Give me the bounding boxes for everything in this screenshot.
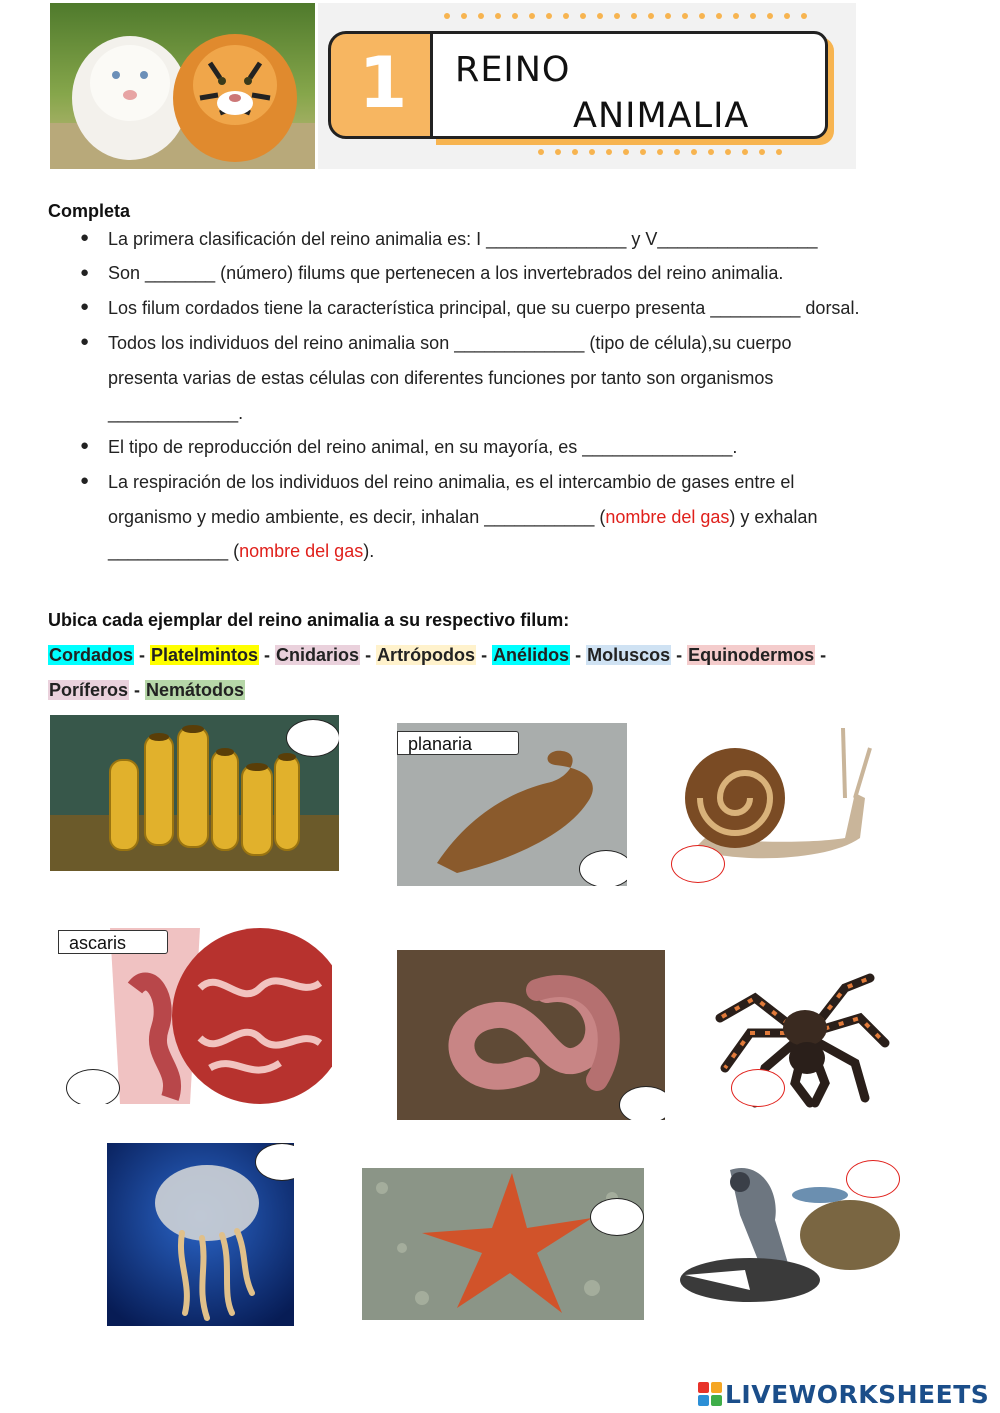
section-number-box xyxy=(328,31,438,139)
question-6-line-1: La respiración de los individuos del reino animalia, es el intercambio de gases entre el xyxy=(108,472,795,492)
filum-poriferos: Poríferos xyxy=(49,680,129,700)
answer-bubble-starfish[interactable] xyxy=(590,1198,644,1236)
tigers-photo xyxy=(50,3,315,169)
bullet: ● xyxy=(80,298,90,315)
answer-bubble-planaria[interactable] xyxy=(579,850,627,886)
question-3: Los filum cordados tiene la característica principal, que su cuerpo presenta _________ dorsal. xyxy=(108,298,860,318)
sponge-photo xyxy=(50,715,339,871)
gas-hint: nombre del gas xyxy=(239,541,364,561)
ascaris-photo xyxy=(50,928,332,1104)
filum-platelmintos: Platelmintos xyxy=(151,645,259,665)
decor-dots-top xyxy=(444,13,807,19)
bullet: ● xyxy=(80,333,90,350)
jellyfish-photo xyxy=(107,1143,294,1326)
planaria-label: planaria xyxy=(397,731,519,755)
starfish-photo xyxy=(362,1168,644,1320)
question-4-line-2: presenta varias de estas células con diferentes funciones por tanto son organismos xyxy=(108,368,774,388)
q6-text: organismo y medio ambiente, es decir, inhalan ___________ ( xyxy=(108,507,606,527)
separator: - xyxy=(259,645,276,665)
separator: - xyxy=(476,645,493,665)
question-2: Son _______ (número) filums que pertenecen a los invertebrados del reino animalia. xyxy=(108,263,784,283)
earthworm-photo xyxy=(397,950,665,1120)
answer-bubble-ascaris[interactable] xyxy=(66,1069,120,1104)
question-5: El tipo de reproducción del reino animal, en su mayoría, es _______________. xyxy=(108,437,738,457)
question-6-line-2 xyxy=(108,500,817,535)
q6-text: ). xyxy=(363,541,375,561)
decor-dots-bottom xyxy=(538,149,782,155)
answer-bubble-sponge[interactable] xyxy=(286,719,339,757)
answer-bubble-vertebrates[interactable] xyxy=(846,1160,900,1198)
filum-cnidarios: Cnidarios xyxy=(276,645,360,665)
separator: - xyxy=(570,645,587,665)
question-4-line-3: _____________. xyxy=(108,403,244,423)
title-banner xyxy=(318,3,856,169)
section2-heading: Ubica cada ejemplar del reino animalia a su respectivo filum: xyxy=(48,610,570,630)
vertebrates-photo xyxy=(670,1160,902,1325)
section1-heading: Completa xyxy=(48,201,131,221)
separator: - xyxy=(671,645,688,665)
filum-nematodos: Nemátodos xyxy=(146,680,245,700)
title-line-1: REINO xyxy=(455,50,571,90)
answer-bubble-snail[interactable] xyxy=(671,845,725,883)
q6-text: ) y exhalan xyxy=(729,507,818,527)
separator: - xyxy=(134,645,151,665)
separator: - xyxy=(129,680,146,700)
planaria-photo xyxy=(397,723,627,886)
separator: - xyxy=(815,645,827,665)
answer-bubble-earthworm[interactable] xyxy=(619,1086,665,1120)
bullet: ● xyxy=(80,264,90,281)
snail-photo xyxy=(665,718,875,883)
question-1: La primera clasificación del reino animalia es: I ______________ y V________________ xyxy=(108,229,818,249)
filum-artropodos: Artrópodos xyxy=(377,645,476,665)
filum-cordados: Cordados xyxy=(49,645,134,665)
bullet: ● xyxy=(80,229,90,246)
brand-text: LIVEWORKSHEETS xyxy=(725,1379,990,1409)
bullet: ● xyxy=(80,472,90,489)
filum-list-line-1 xyxy=(48,638,826,673)
filum-anelidos: Anélidos xyxy=(493,645,570,665)
filum-equinodermos: Equinodermos xyxy=(688,645,815,665)
title-line-2: ANIMALIA xyxy=(573,96,750,136)
question-4-line-1: Todos los individuos del reino animalia son _____________ (tipo de célula),su cuerpo xyxy=(108,333,792,353)
question-6-line-3 xyxy=(108,534,374,569)
section-number: 1 xyxy=(358,42,408,124)
filum-list-line-2 xyxy=(48,673,245,708)
liveworksheets-brand xyxy=(698,1378,989,1410)
liveworksheets-logo-icon xyxy=(698,1382,722,1406)
gas-hint: nombre del gas xyxy=(605,507,730,527)
ascaris-label: ascaris xyxy=(58,930,168,954)
answer-bubble-spider[interactable] xyxy=(731,1069,785,1107)
filum-moluscos: Moluscos xyxy=(587,645,671,665)
separator: - xyxy=(360,645,377,665)
title-box xyxy=(430,31,828,139)
spider-photo xyxy=(715,958,890,1108)
bullet: ● xyxy=(80,437,90,454)
q6-text: ____________ ( xyxy=(108,541,240,561)
